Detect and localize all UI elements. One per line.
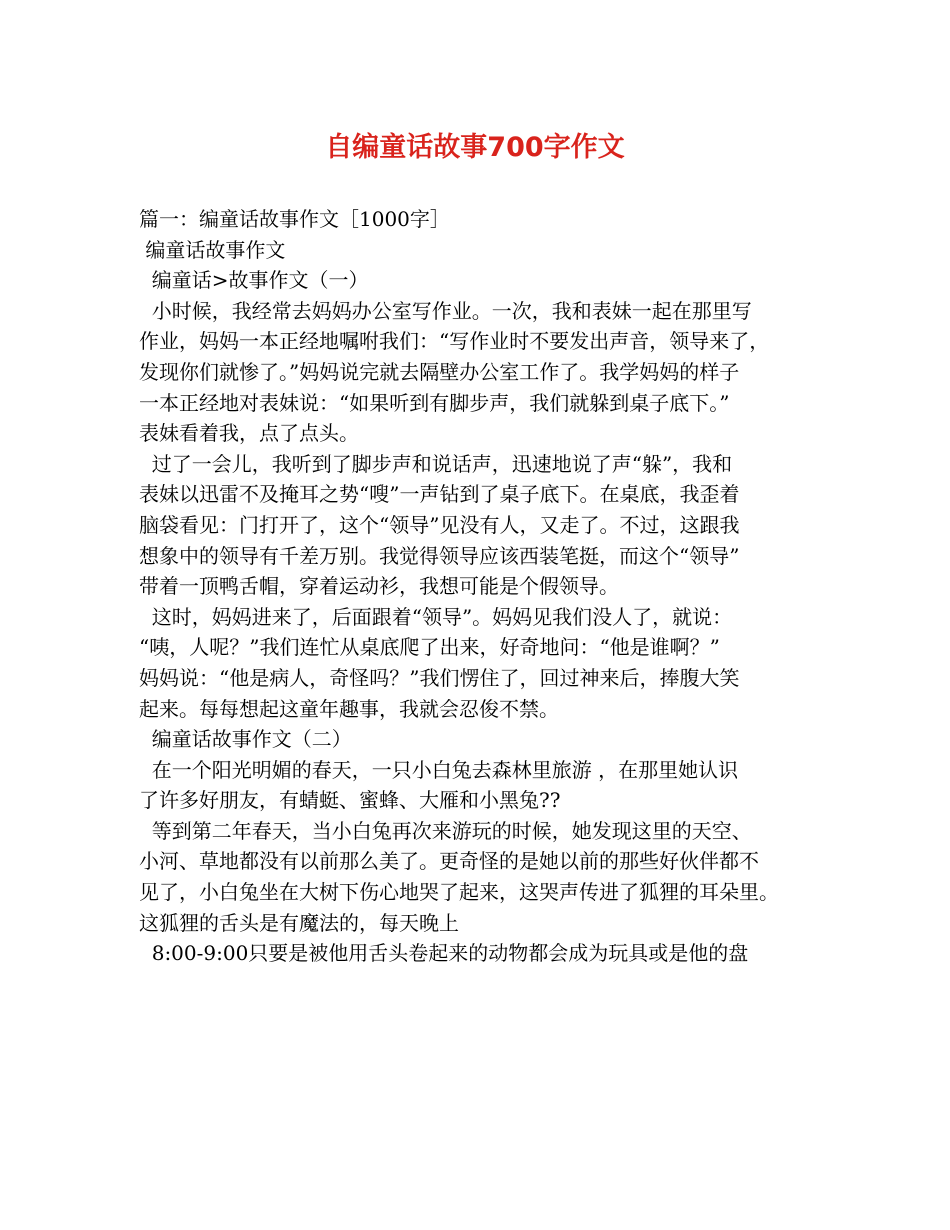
- text-line: 妈妈说：“他是病人，奇怪吗？”我们愣住了，回过神来后，捧腹大笑: [139, 665, 740, 690]
- text-line: 篇一：编童话故事作文［1000字］: [139, 207, 450, 231]
- document-body: [139, 204, 829, 969]
- text-line: 发现你们就惨了。”妈妈说完就去隔壁办公室工作了。我学妈妈的样子: [139, 359, 740, 384]
- text-line: 了许多好朋友，有蜻蜓、蜜蜂、大雁和小黑兔??: [139, 788, 561, 813]
- text-line: 表妹以迅雷不及掩耳之势“嗖”一声钻到了桌子底下。在桌底，我歪着: [139, 482, 740, 507]
- document-title: 自编童话故事700字作文: [325, 132, 625, 163]
- text-line: 8:00-9:00只要是被他用舌头卷起来的动物都会成为玩具或是他的盘: [139, 941, 749, 966]
- text-line: 小河、草地都没有以前那么美了。更奇怪的是她以前的那些好伙伴都不: [139, 849, 759, 874]
- text-line: 这狐狸的舌头是有魔法的，每天晚上: [139, 910, 459, 935]
- text-line: 见了，小白兔坐在大树下伤心地哭了起来，这哭声传进了狐狸的耳朵里。: [139, 880, 779, 905]
- text-line: 脑袋看见：门打开了，这个“领导”见没有人，又走了。不过，这跟我: [139, 512, 740, 537]
- text-line: 一本正经地对表妹说：“如果听到有脚步声，我们就躲到桌子底下。”: [139, 390, 730, 415]
- text-line: 编童话>故事作文（一）: [139, 268, 369, 293]
- text-line: 编童话故事作文（二）: [139, 727, 352, 752]
- text-line: 起来。每每想起这童年趣事，我就会忍俊不禁。: [139, 696, 559, 721]
- text-line: 作业，妈妈一本正经地嘱咐我们：“写作业时不要发出声音，领导来了，: [139, 329, 770, 354]
- text-line: 想象中的领导有千差万别。我觉得领导应该西装笔挺，而这个“领导”: [139, 543, 740, 568]
- text-line: 带着一顶鸭舌帽，穿着运动衫，我想可能是个假领导。: [139, 574, 619, 599]
- text-line: “咦，人呢？”我们连忙从桌底爬了出来，好奇地问：“他是谁啊？”: [139, 635, 720, 660]
- text-line: 编童话故事作文: [139, 237, 286, 262]
- text-line: 在一个阳光明媚的春天，一只小白兔去森林里旅游 ，在那里她认识: [139, 757, 739, 782]
- text-line: 这时，妈妈进来了，后面跟着“领导”。妈妈见我们没人了，就说：: [139, 604, 733, 629]
- text-line: 小时候，我经常去妈妈办公室写作业。一次，我和表妹一起在那里写: [139, 298, 752, 323]
- text-line: 过了一会儿，我听到了脚步声和说话声，迅速地说了声“躲”，我和: [139, 451, 733, 476]
- text-line: 表妹看着我，点了点头。: [139, 421, 359, 446]
- text-line: 等到第二年春天，当小白兔再次来游玩的时候，她发现这里的天空、: [139, 818, 752, 843]
